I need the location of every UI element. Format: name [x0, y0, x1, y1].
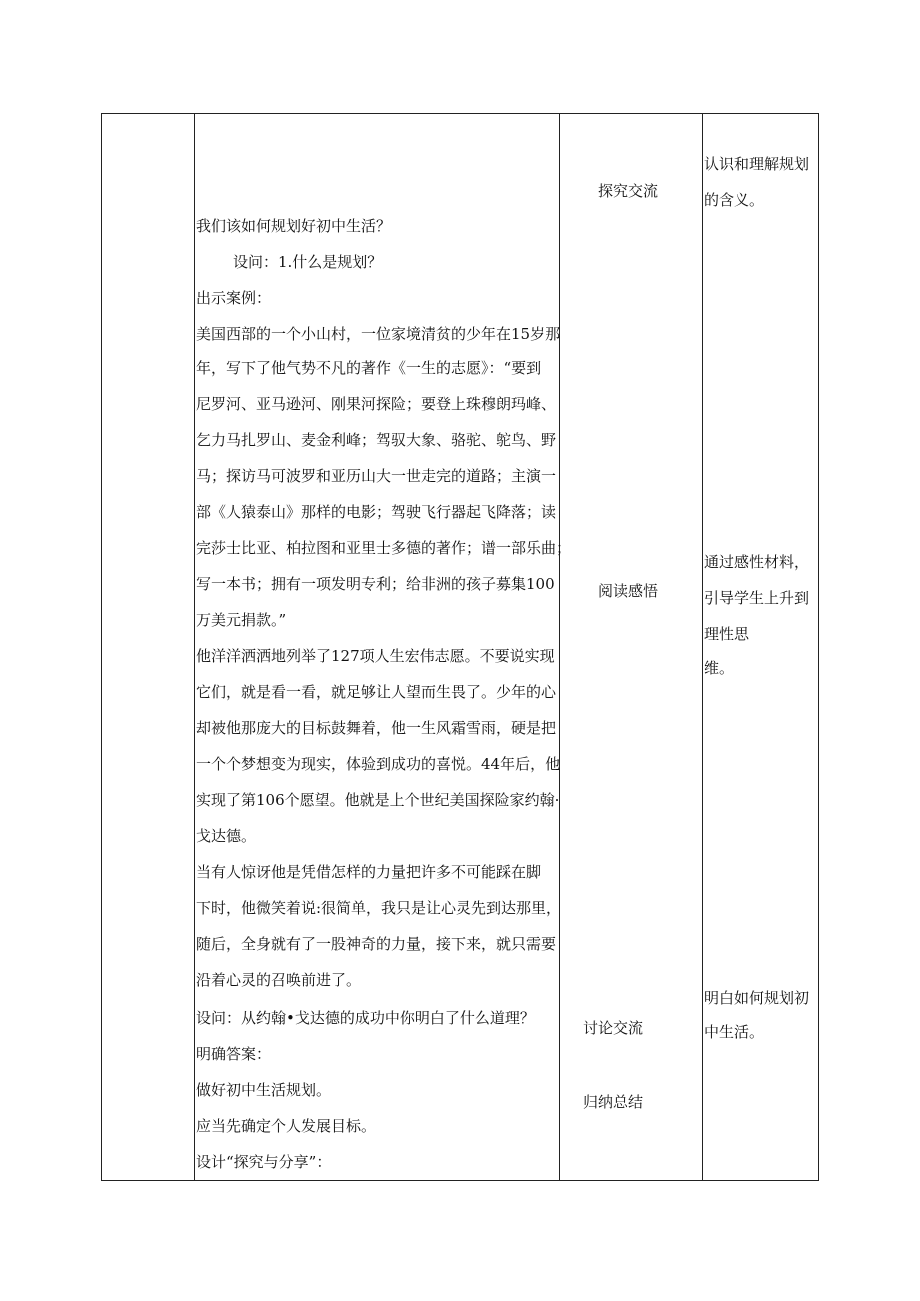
activity-label: 阅读感悟 — [598, 582, 659, 600]
content-line: 美国西部的一个小山村，一位家境清贫的少年在15岁那 — [196, 325, 561, 343]
content-line: 年，写下了他气势不凡的著作《一生的志愿》：“要到 — [196, 359, 542, 377]
intent-note: 维。 — [704, 659, 735, 677]
content-line: 万美元捐款。” — [196, 611, 287, 629]
content-line: 一个个梦想变为现实，体验到成功的喜悦。44年后，他 — [196, 755, 561, 773]
activity-label: 探究交流 — [598, 182, 659, 200]
intent-note: 明白如何规划初 — [704, 989, 810, 1007]
content-line: 戈达德。 — [196, 827, 257, 845]
content-line: 设问：从约翰•戈达德的成功中你明白了什么道理？ — [196, 1009, 535, 1027]
activity-label: 归纳总结 — [583, 1093, 644, 1111]
content-line: 随后，全身就有了一股神奇的力量，接下来，就只需要 — [196, 935, 557, 953]
content-line: 我们该如何规划好初中生活？ — [196, 217, 392, 235]
content-line: 实现了第106个愿望。他就是上个世纪美国探险家约翰· — [196, 791, 560, 809]
content-line: 明确答案： — [196, 1045, 272, 1063]
content-line: 做好初中生活规划。 — [196, 1081, 332, 1099]
content-line: 他洋洋洒洒地列举了127项人生宏伟志愿。不要说实现 — [196, 647, 555, 665]
column-divider — [194, 114, 195, 1180]
content-line: 出示案例： — [196, 289, 272, 307]
activity-label: 讨论交流 — [583, 1019, 644, 1037]
content-line: 尼罗河、亚马逊河、刚果河探险；要登上珠穆朗玛峰、 — [196, 395, 557, 413]
content-line: 沿着心灵的召唤前进了。 — [196, 971, 362, 989]
content-line: 设计“探究与分享”： — [196, 1153, 332, 1171]
intent-note: 中生活。 — [704, 1023, 765, 1041]
content-line: 当有人惊讶他是凭借怎样的力量把许多不可能踩在脚 — [196, 863, 542, 881]
content-line: 完莎士比亚、柏拉图和亚里士多德的著作；谱一部乐曲； — [196, 539, 572, 557]
intent-note: 通过感性材料， — [704, 553, 810, 571]
content-line: 部《人猿泰山》那样的电影；驾驶飞行器起飞降落；读 — [196, 503, 557, 521]
intent-note: 引导学生上升到 — [704, 589, 810, 607]
content-line: 它们，就是看一看，就足够让人望而生畏了。少年的心 — [196, 683, 557, 701]
content-line: 马；探访马可波罗和亚历山大一世走完的道路；主演一 — [196, 467, 557, 485]
content-line: 设问：1.什么是规划？ — [233, 253, 383, 271]
intent-note: 理性思 — [704, 625, 750, 643]
intent-note: 的含义。 — [704, 191, 765, 209]
intent-note: 认识和理解规划 — [704, 155, 810, 173]
content-line: 下时，他微笑着说:很简单，我只是让心灵先到达那里， — [196, 899, 562, 917]
column-divider — [702, 114, 703, 1180]
content-line: 应当先确定个人发展目标。 — [196, 1117, 377, 1135]
content-line: 写一本书；拥有一项发明专利；给非洲的孩子募集100 — [196, 575, 555, 593]
content-line: 却被他那庞大的目标鼓舞着，他一生风霜雪雨，硬是把 — [196, 719, 557, 737]
content-line: 乞力马扎罗山、麦金利峰；驾驭大象、骆驼、鸵鸟、野 — [196, 431, 557, 449]
